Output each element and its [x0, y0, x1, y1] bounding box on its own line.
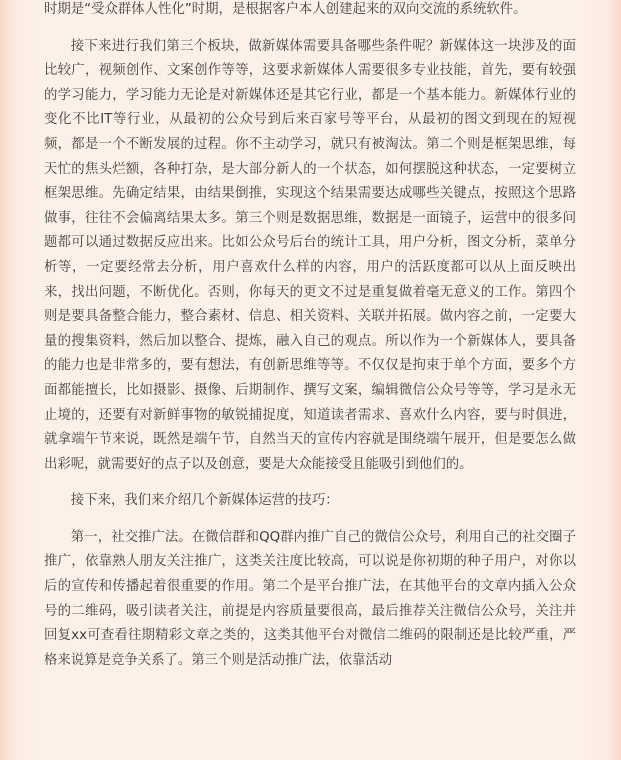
article-paragraph-3: 接下来，我们来介绍几个新媒体运营的技巧：: [70, 493, 339, 509]
article-body: [44, 0, 576, 685]
article-paragraph-1: 时期是“受众群体人性化”时期，是根据客户本人创建起来的双向交流的系统软件。: [44, 2, 527, 17]
article-paragraph-4: 第一，社交推广法。在微信群和QQ群内推广自己的微信公众号，利用自己的社交圈子推广，依靠熟人朋友关注推广，这类关注度比较高，可以说是你初期的种子用户，对你以后的宣传和传播起着很重要的作用。第二个是平台推广法，在其他平台的文章内插入公众号的二维码，吸引读者关注，前提是内容质量要很高，最后推荐关注微信公众号，关注并回复xx可查看往期精彩文章之类的，这类其他平台对微信二维码的限制还是比较严重，严格来说算是竞争关系了。第三个则是活动推广法，依靠活动: [44, 529, 576, 668]
article-paragraph-2: 接下来进行我们第三个板块，做新媒体需要具备哪些条件呢？新媒体这一块涉及的面比较广，视频创作、文案创作等等，这要求新媒体人需要很多专业技能，首先，要有较强的学习能力，学习能力无论是对新媒体还是其它行业，都是一个基本能力。新媒体行业的变化不比IT等行业，从最初的公众号到后来百家号等平台，从最初的图文到现在的短视频，都是一个不断发展的过程。你不主动学习，就只有被淘汰。第二个则是框架思维，每天忙的焦头烂额，各种打杂，是大部分新人的一个状态，如何摆脱这种状态，一定要树立框架思维。先确定结果，由结果倒推，实现这个结果需要达成哪些关键点，按照这个思路做事，往往不会偏离结果太多。第三个则是数据思维，数据是一面镜子，运营中的很多问题都可以通过数据反应出来。比如公众号后台的统计工具，用户分析，图文分析，菜单分析等，一定要经常去分析，用户喜欢什么样的内容，用户的活跃度都可以从上面反映出来，找出问题，不断优化。否则，你每天的更文不过是重复做着毫无意义的工作。第四个则是要具备整合能力，整合素材、信息、相关资料、关联并拓展。做内容之前，一定要大量的搜集资料，然后加以整合、提炼，融入自己的观点。所以作为一个新媒体人，要具备的能力也是非常多的，要有想法，有创新思维等等。不仅仅是拘束于单个方面，要多个方面都能擅长，比如摄影、摄像、后期制作、撰写文案，编辑微信公众号等等，学习是永无止境的，还要有对新鲜事物的敏锐捕捉度，知道读者需求、喜欢什么内容，要与时俱进，就拿端午节来说，既然是端午节，自然当天的宣传内容就是围绕端午展开，但是要怎么做出彩呢，就需要好的点子以及创意，要是大众能接受且能吸引到他们的。: [44, 38, 576, 472]
